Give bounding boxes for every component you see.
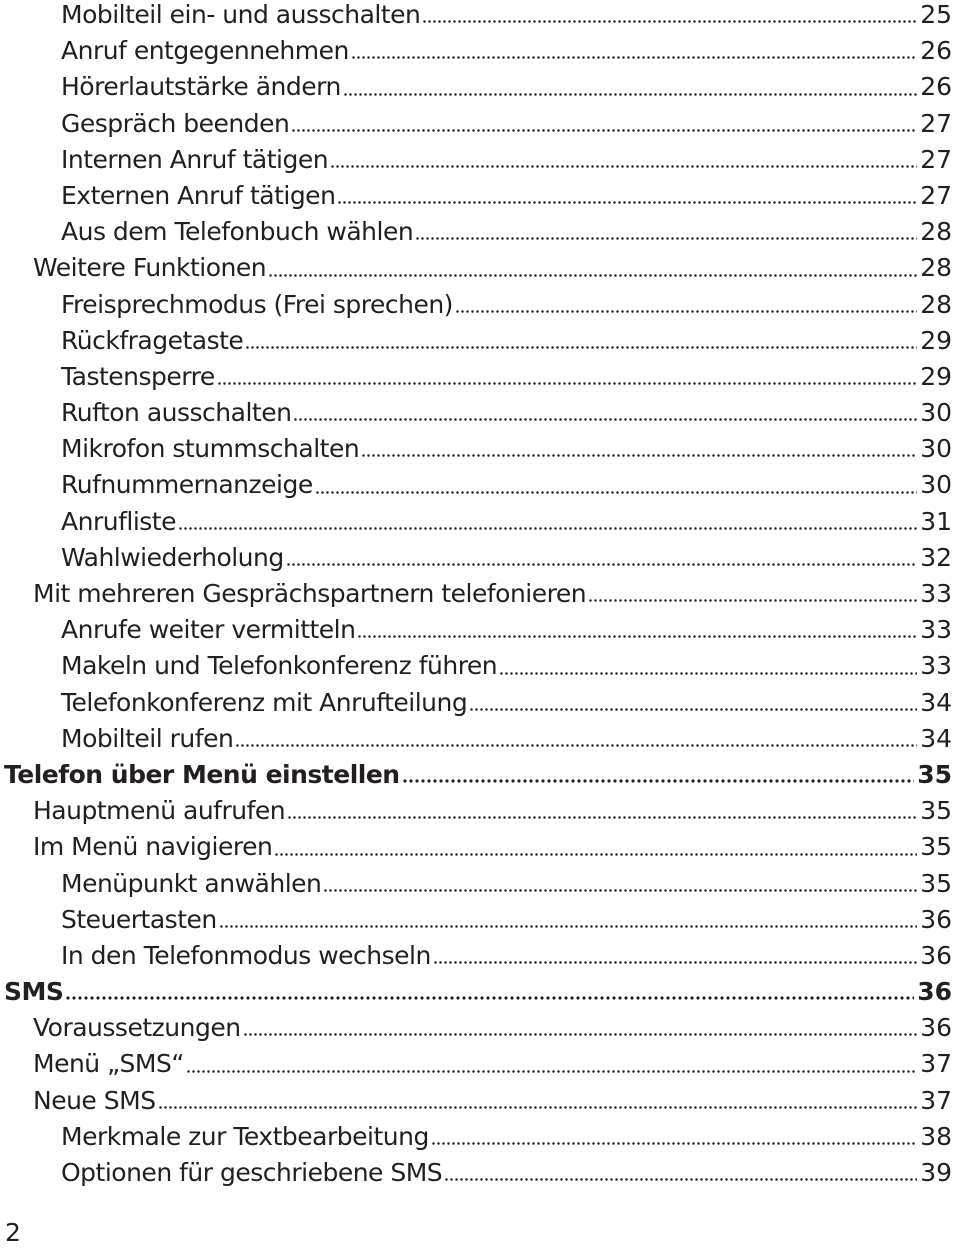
toc-entry[interactable] (0, 504, 960, 540)
toc-dot-leader (315, 491, 917, 494)
toc-dot-leader (337, 201, 917, 204)
toc-dot-leader (422, 20, 917, 23)
toc-entry-page: 36 (917, 977, 952, 1007)
toc-entry[interactable] (0, 467, 960, 503)
toc-entry[interactable] (0, 866, 960, 902)
toc-entry-page: 25 (920, 0, 952, 29)
toc-entry[interactable] (0, 902, 960, 938)
toc-entry-title: Rückfragetaste (61, 325, 244, 355)
toc-entry-title: Makeln und Telefonkonferenz führen (61, 651, 498, 681)
toc-entry-page: 28 (920, 253, 952, 283)
toc-entry-title: Merkmale zur Textbearbeitung (61, 1121, 429, 1151)
toc-entry-page: 36 (920, 1013, 952, 1043)
toc-dot-leader (343, 93, 917, 96)
toc-entry-title: Anrufliste (61, 506, 176, 536)
toc-dot-leader (286, 563, 917, 566)
toc-entry-page: 37 (920, 1049, 952, 1079)
toc-entry[interactable] (0, 0, 960, 33)
toc-entry-title: Hauptmenü aufrufen (33, 796, 286, 826)
toc-dot-leader (158, 1106, 917, 1109)
toc-entry[interactable] (0, 214, 960, 250)
toc-entry[interactable] (0, 938, 960, 974)
toc-entry-title: Neue SMS (33, 1085, 156, 1115)
toc-entry-page: 26 (920, 36, 952, 66)
toc-entry-page: 31 (920, 506, 952, 536)
toc-dot-leader (287, 816, 917, 819)
toc-entry-title: Telefonkonferenz mit Anrufteilung (61, 687, 468, 717)
toc-entry-page: 35 (920, 796, 952, 826)
toc-dot-leader (357, 635, 917, 638)
toc-entry[interactable] (0, 395, 960, 431)
toc-dot-leader (455, 310, 917, 313)
toc-entry-title: Menüpunkt anwählen (61, 868, 322, 898)
toc-entry-title: Rufton ausschalten (61, 398, 292, 428)
toc-entry[interactable] (0, 69, 960, 105)
toc-entry-page: 27 (920, 180, 952, 210)
toc-entry[interactable] (0, 323, 960, 359)
toc-dot-leader (351, 56, 917, 59)
toc-entry-page: 29 (920, 361, 952, 391)
toc-entry-title: Anruf entgegennehmen (61, 36, 349, 66)
toc-entry[interactable] (0, 829, 960, 865)
toc-entry-title: Freisprechmodus (Frei sprechen) (61, 289, 453, 319)
toc-entry-page: 28 (920, 217, 952, 247)
toc-entry[interactable] (0, 106, 960, 142)
toc-entry[interactable] (0, 1083, 960, 1119)
toc-dot-leader (219, 925, 917, 928)
toc-entry-title: Aus dem Telefonbuch wählen (61, 217, 414, 247)
toc-entry-title: SMS (4, 977, 64, 1007)
toc-entry[interactable] (0, 612, 960, 648)
toc-entry[interactable] (0, 287, 960, 323)
toc-entry-title: Mikrofon stummschalten (61, 434, 360, 464)
toc-entry-title: Gespräch beenden (61, 108, 290, 138)
toc-entry[interactable] (0, 1046, 960, 1082)
toc-entry-page: 32 (920, 542, 952, 572)
toc-dot-leader (499, 672, 917, 675)
toc-entry-title: Anrufe weiter vermitteln (61, 615, 356, 645)
toc-entry-title: Optionen für geschriebene SMS (61, 1158, 443, 1187)
toc-entry-title: Voraussetzungen (33, 1013, 241, 1043)
toc-entry-title: Im Menü navigieren (33, 832, 273, 862)
toc-dot-leader (291, 129, 917, 132)
toc-entry[interactable] (0, 359, 960, 395)
toc-entry-page: 34 (920, 723, 952, 753)
toc-entry[interactable] (0, 685, 960, 721)
toc-entry[interactable] (0, 1155, 960, 1191)
toc-entry-page: 35 (920, 832, 952, 862)
toc-dot-leader (245, 346, 917, 349)
toc-entry-page: 37 (920, 1085, 952, 1115)
toc-entry-title: Tastensperre (61, 361, 215, 391)
toc-entry-title: Wahlwiederholung (61, 542, 284, 572)
toc-entry-page: 33 (920, 615, 952, 645)
toc-entry-page: 27 (920, 108, 952, 138)
toc-entry-title: Internen Anruf tätigen (61, 144, 329, 174)
toc-entry[interactable] (0, 1010, 960, 1046)
toc-entry-page: 35 (917, 759, 952, 789)
toc-entry-page: 28 (920, 289, 952, 319)
toc-entry-page: 30 (920, 398, 952, 428)
toc-entry-title: Mobilteil rufen (61, 723, 234, 753)
toc-entry-page: 27 (920, 144, 952, 174)
toc-dot-leader (217, 382, 917, 385)
toc-dot-leader (415, 237, 917, 240)
toc-dot-leader (330, 165, 917, 168)
toc-entry[interactable] (0, 721, 960, 757)
toc-dot-leader (431, 1142, 917, 1145)
toc-entry-page: 35 (920, 868, 952, 898)
toc-dot-leader (588, 599, 917, 602)
toc-entry[interactable] (0, 540, 960, 576)
toc-entry-title: Weitere Funktionen (33, 253, 267, 283)
toc-entry-title: Telefon über Menü einstellen (4, 759, 400, 789)
toc-entry-page: 30 (920, 434, 952, 464)
toc-entry[interactable] (0, 757, 960, 793)
toc-dot-leader (323, 889, 917, 892)
toc-entry[interactable] (0, 648, 960, 684)
toc-entry-page: 34 (920, 687, 952, 717)
toc-entry-title: Steuertasten (61, 904, 217, 934)
toc-entry-page: 38 (920, 1121, 952, 1151)
toc-dot-leader (469, 708, 917, 711)
toc-dot-leader (402, 779, 915, 783)
toc-entry[interactable] (0, 576, 960, 612)
toc-entry[interactable] (0, 793, 960, 829)
toc-entry-page: 36 (920, 904, 952, 934)
toc-entry-title: Externen Anruf tätigen (61, 180, 336, 210)
toc-entry[interactable] (0, 431, 960, 467)
toc-dot-leader (243, 1033, 917, 1036)
toc-dot-leader (444, 1178, 917, 1181)
toc-dot-leader (293, 418, 917, 421)
toc-entry-title: Hörerlautstärke ändern (61, 72, 341, 102)
toc-dot-leader (235, 744, 917, 747)
toc-entry-title: Mit mehreren Gesprächspartnern telefonieren (33, 579, 587, 608)
toc-entry-page: 26 (920, 72, 952, 102)
toc-entry-page: 33 (920, 651, 952, 681)
toc-entry-page: 36 (920, 940, 952, 970)
toc-entry-title: Mobilteil ein- und ausschalten (61, 0, 421, 29)
toc-dot-leader (433, 961, 917, 964)
toc-entry[interactable] (0, 1119, 960, 1155)
toc-entry[interactable] (0, 142, 960, 178)
toc-entry-page: 39 (920, 1158, 952, 1187)
toc-entry[interactable] (0, 178, 960, 214)
toc-dot-leader (186, 1070, 917, 1073)
toc-entry[interactable] (0, 250, 960, 286)
toc-entry-page: 33 (920, 579, 952, 608)
toc-dot-leader (361, 454, 917, 457)
toc-dot-leader (268, 274, 917, 277)
toc-entry-title: Rufnummernanzeige (61, 470, 313, 500)
toc-dot-leader (178, 527, 917, 530)
toc-entry-title: Menü „SMS“ (33, 1049, 184, 1079)
toc-entry-page: 29 (920, 325, 952, 355)
toc-entry[interactable] (0, 974, 960, 1010)
toc-entry[interactable] (0, 33, 960, 69)
toc-dot-leader (65, 996, 914, 1000)
toc-dot-leader (274, 853, 917, 856)
toc-entry-title: In den Telefonmodus wechseln (61, 940, 431, 970)
toc-entry-page: 30 (920, 470, 952, 500)
page-number: 2 (5, 1218, 21, 1247)
